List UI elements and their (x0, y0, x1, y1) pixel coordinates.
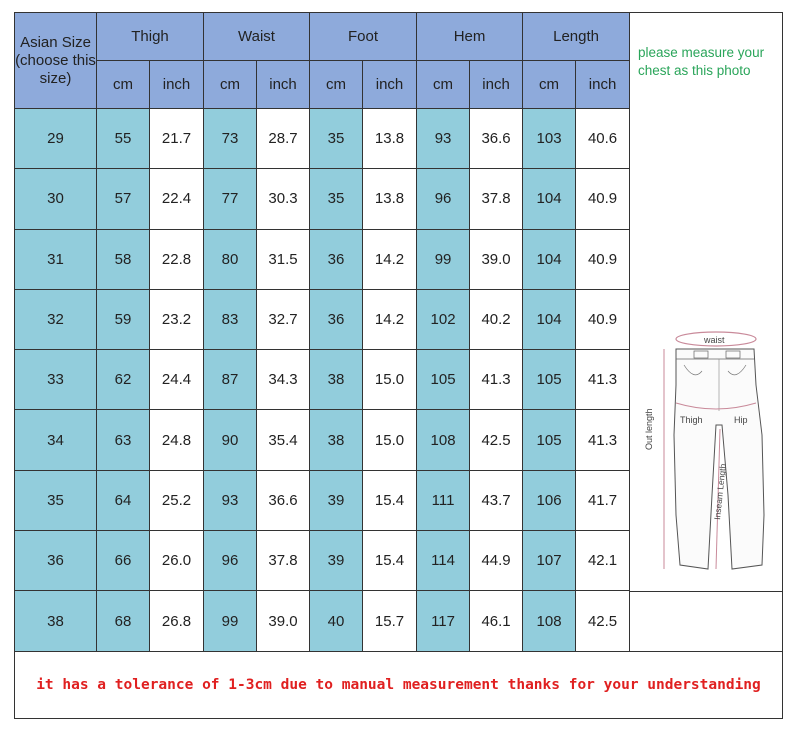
cm-value-cell: 64 (97, 470, 150, 530)
inch-value-cell: 40.9 (576, 169, 630, 229)
table-row (15, 410, 630, 470)
inch-value-cell: 13.8 (363, 109, 417, 169)
unit-inch-header: inch (257, 61, 310, 109)
cm-value-cell: 73 (204, 109, 257, 169)
inch-value-cell: 41.7 (576, 470, 630, 530)
cm-value-cell: 114 (417, 531, 470, 591)
size-chart-table (14, 12, 630, 652)
foot-header: Foot (310, 13, 417, 61)
inch-value-cell: 14.2 (363, 229, 417, 289)
thigh-label: Thigh (680, 415, 703, 425)
cm-value-cell: 99 (417, 229, 470, 289)
unit-inch-header: inch (363, 61, 417, 109)
cm-value-cell: 59 (97, 289, 150, 349)
inch-value-cell: 39.0 (470, 229, 523, 289)
unit-cm-header: cm (97, 61, 150, 109)
inch-value-cell: 23.2 (150, 289, 204, 349)
inch-value-cell: 44.9 (470, 531, 523, 591)
inch-value-cell: 42.5 (470, 410, 523, 470)
inch-value-cell: 15.0 (363, 350, 417, 410)
inch-value-cell: 39.0 (257, 591, 310, 651)
size-cell: 38 (15, 591, 97, 651)
inch-value-cell: 40.6 (576, 109, 630, 169)
inch-value-cell: 15.0 (363, 410, 417, 470)
inch-value-cell: 24.4 (150, 350, 204, 410)
hip-label: Hip (734, 415, 748, 425)
size-cell: 31 (15, 229, 97, 289)
inch-value-cell: 30.3 (257, 169, 310, 229)
size-cell: 36 (15, 531, 97, 591)
unit-cm-header: cm (310, 61, 363, 109)
inch-value-cell: 26.0 (150, 531, 204, 591)
cm-value-cell: 105 (523, 350, 576, 410)
inch-value-cell: 21.7 (150, 109, 204, 169)
inch-value-cell: 41.3 (576, 410, 630, 470)
table-row (15, 531, 630, 591)
size-cell: 35 (15, 470, 97, 530)
cm-value-cell: 93 (204, 470, 257, 530)
tolerance-note: it has a tolerance of 1-3cm due to manual measurement thanks for your understanding (36, 677, 761, 693)
table-row (15, 109, 630, 169)
cm-value-cell: 83 (204, 289, 257, 349)
cm-value-cell: 111 (417, 470, 470, 530)
inch-value-cell: 15.7 (363, 591, 417, 651)
inch-value-cell: 35.4 (257, 410, 310, 470)
inch-value-cell: 42.5 (576, 591, 630, 651)
cm-value-cell: 57 (97, 169, 150, 229)
inch-value-cell: 26.8 (150, 591, 204, 651)
cm-value-cell: 90 (204, 410, 257, 470)
inseam-label: Inseam Length (712, 463, 728, 521)
cm-value-cell: 105 (523, 410, 576, 470)
inch-value-cell: 14.2 (363, 289, 417, 349)
cm-value-cell: 108 (417, 410, 470, 470)
inch-value-cell: 43.7 (470, 470, 523, 530)
out-length-label: Out length (644, 408, 654, 450)
cm-value-cell: 38 (310, 410, 363, 470)
cm-value-cell: 103 (523, 109, 576, 169)
inch-value-cell: 42.1 (576, 531, 630, 591)
inch-value-cell: 41.3 (470, 350, 523, 410)
measure-note: please measure your chest as this photo (638, 45, 765, 78)
size-cell: 29 (15, 109, 97, 169)
table-row (15, 591, 630, 651)
cm-value-cell: 87 (204, 350, 257, 410)
unit-inch-header: inch (150, 61, 204, 109)
inch-value-cell: 34.3 (257, 350, 310, 410)
inch-value-cell: 13.8 (363, 169, 417, 229)
side-divider (629, 591, 783, 592)
waist-label: waist (704, 335, 725, 345)
cm-value-cell: 80 (204, 229, 257, 289)
cm-value-cell: 36 (310, 229, 363, 289)
cm-value-cell: 104 (523, 229, 576, 289)
unit-inch-header: inch (576, 61, 630, 109)
cm-value-cell: 58 (97, 229, 150, 289)
inch-value-cell: 24.8 (150, 410, 204, 470)
inch-value-cell: 25.2 (150, 470, 204, 530)
cm-value-cell: 39 (310, 531, 363, 591)
pants-diagram (636, 325, 776, 580)
table-row (15, 289, 630, 349)
table-row (15, 169, 630, 229)
cm-value-cell: 105 (417, 350, 470, 410)
cm-value-cell: 93 (417, 109, 470, 169)
cm-value-cell: 62 (97, 350, 150, 410)
cm-value-cell: 107 (523, 531, 576, 591)
inch-value-cell: 22.8 (150, 229, 204, 289)
table-row (15, 350, 630, 410)
unit-cm-header: cm (417, 61, 470, 109)
hem-header: Hem (417, 13, 523, 61)
inch-value-cell: 32.7 (257, 289, 310, 349)
waist-header: Waist (204, 13, 310, 61)
cm-value-cell: 68 (97, 591, 150, 651)
size-cell: 30 (15, 169, 97, 229)
inch-value-cell: 37.8 (257, 531, 310, 591)
cm-value-cell: 104 (523, 169, 576, 229)
unit-inch-header: inch (470, 61, 523, 109)
inch-value-cell: 37.8 (470, 169, 523, 229)
cm-value-cell: 96 (204, 531, 257, 591)
inch-value-cell: 36.6 (257, 470, 310, 530)
inch-value-cell: 28.7 (257, 109, 310, 169)
size-cell: 34 (15, 410, 97, 470)
cm-value-cell: 63 (97, 410, 150, 470)
inch-value-cell: 36.6 (470, 109, 523, 169)
cm-value-cell: 104 (523, 289, 576, 349)
table-row (15, 229, 630, 289)
thigh-header: Thigh (97, 13, 204, 61)
inch-value-cell: 41.3 (576, 350, 630, 410)
cm-value-cell: 102 (417, 289, 470, 349)
cm-value-cell: 108 (523, 591, 576, 651)
cm-value-cell: 39 (310, 470, 363, 530)
cm-value-cell: 55 (97, 109, 150, 169)
inch-value-cell: 15.4 (363, 470, 417, 530)
cm-value-cell: 106 (523, 470, 576, 530)
length-header: Length (523, 13, 630, 61)
tolerance-footer (14, 651, 783, 719)
cm-value-cell: 38 (310, 350, 363, 410)
inch-value-cell: 15.4 (363, 531, 417, 591)
inch-value-cell: 22.4 (150, 169, 204, 229)
cm-value-cell: 77 (204, 169, 257, 229)
size-cell: 33 (15, 350, 97, 410)
inch-value-cell: 40.9 (576, 289, 630, 349)
inch-value-cell: 40.2 (470, 289, 523, 349)
cm-value-cell: 66 (97, 531, 150, 591)
cm-value-cell: 40 (310, 591, 363, 651)
cm-value-cell: 96 (417, 169, 470, 229)
cm-value-cell: 35 (310, 169, 363, 229)
size-cell: 32 (15, 289, 97, 349)
cm-value-cell: 99 (204, 591, 257, 651)
cm-value-cell: 117 (417, 591, 470, 651)
table-row (15, 470, 630, 530)
unit-cm-header: cm (523, 61, 576, 109)
asian-size-header: Asian Size (choose this size) (15, 13, 97, 109)
inch-value-cell: 31.5 (257, 229, 310, 289)
unit-cm-header: cm (204, 61, 257, 109)
inch-value-cell: 40.9 (576, 229, 630, 289)
cm-value-cell: 36 (310, 289, 363, 349)
inch-value-cell: 46.1 (470, 591, 523, 651)
cm-value-cell: 35 (310, 109, 363, 169)
